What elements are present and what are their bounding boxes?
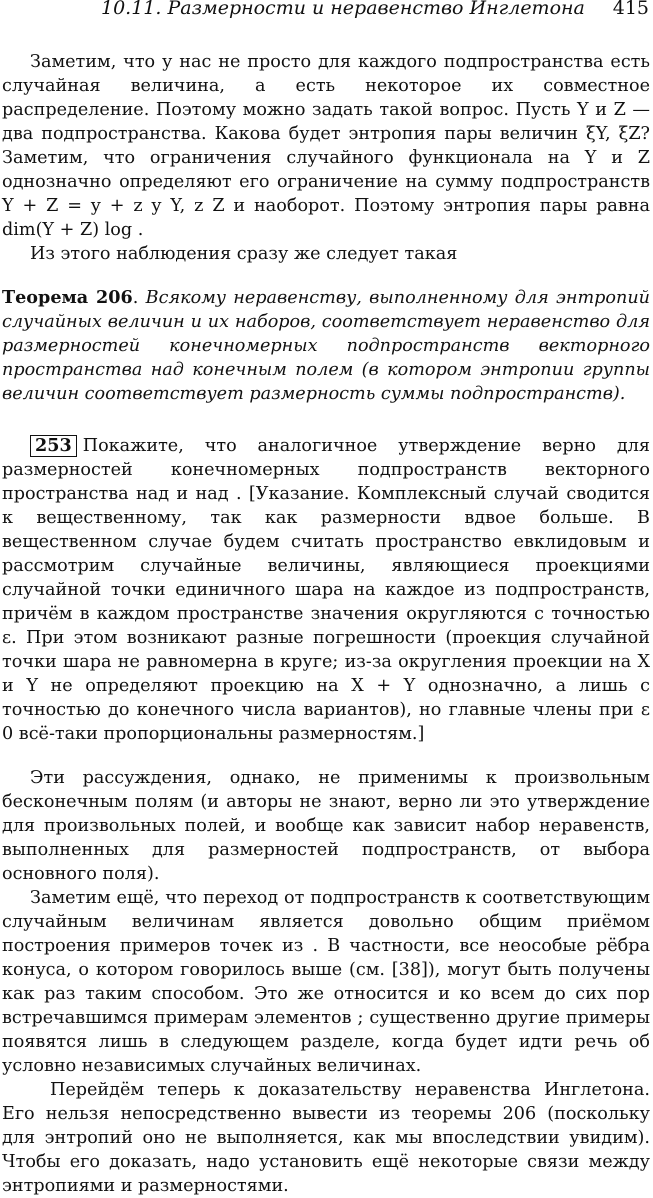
paragraph-joint-distribution: Заметим, что у нас не просто для каждого подпространства есть случайная величина, а есть некоторое их совместное распределение. Поэтому можно задать такой вопрос. Пусть Y и Z — два подпространства. Какова будет энтропия пары величин ξY, ξZ? Заметим, что ограничения случайного функционала на Y и Z однозначно определяют его ограничение на сумму подпространств Y + Z = y + z y Y, z Z и наоборот. Поэтому энтропия пары равна dim(Y + Z) log .: [2, 52, 650, 240]
theorem-label-period: .: [132, 288, 146, 308]
paragraph-consequence: Из этого наблюдения сразу же следует такая: [30, 244, 458, 264]
section-title: 10.11. Размерности и неравенство Инглетона: [101, 0, 585, 19]
paragraph-infinite-fields: Эти рассуждения, однако, не применимы к произвольным бесконечным полям (и авторы не знают, верно ли это утверждение для произвольных полей, и вообще как зависит набор неравенств, выполненных для размерностей подпространств, от выбора основного поля).: [2, 768, 650, 884]
problem-text: Покажите, что аналогичное утверждение верно для размерностей конечномерных подпространств векторного пространства над и над . [Указание. Комплексный случай сводится к вещественному, так как размерности вдвое больше. В вещественном случае будем считать пространство евклидовым и рассмотрим случайные величины, являющиеся проекциями случайной точки единичного шара на каждое из подпространств, причём в каждом пространстве значения округляются с точностью ε. При этом возникают разные погрешности (проекция случайной точки шара не равномерна в круге; из-за округления проекции на X и Y не определяют проекцию на X + Y однозначно, а лишь с точностью до конечного числа вариантов), но главные члены при ε 0 всё-таки пропорциональны размерностям.]: [2, 436, 650, 744]
paragraph-general-technique: Заметим ещё, что переход от подпространств к соответствующим случайным величинам является довольно общим приёмом построения примеров точек из . В частности, все неособые рёбра конуса, о котором говорилось выше (см. [38]), могут быть получены как раз таким способом. Это же относится и ко всем до сих пор встречавшимся примерам элементов ; существенно другие примеры появятся лишь в следующем разделе, когда будет идти речь об условно независимых случайных величинах.: [2, 888, 650, 1076]
running-header: [0, 0, 653, 19]
problem-number-box: 253: [30, 435, 77, 457]
main-text: [2, 50, 650, 1198]
theorem-label: Теорема 206: [2, 287, 133, 308]
problem-253: [2, 434, 650, 746]
paragraph-ingleton-proof: Перейдём теперь к доказательству неравенства Инглетона. Его нельзя непосредственно вывести из теоремы 206 (поскольку для энтропий оно не выполняется, как мы впоследствии увидим). Чтобы его доказать, надо установить ещё некоторые связи между энтропиями и размерностями.: [2, 1080, 650, 1196]
theorem-206: [2, 286, 650, 406]
theorem-statement: Всякому неравенству, выполненному для энтропий случайных величин и их наборов, соответствует неравенство для размерностей конечномерных подпространств векторного пространства над конечным полем (в котором энтропии группы величин соответствует размерность суммы подпространств).: [2, 288, 651, 404]
page-number: 415: [612, 0, 649, 19]
